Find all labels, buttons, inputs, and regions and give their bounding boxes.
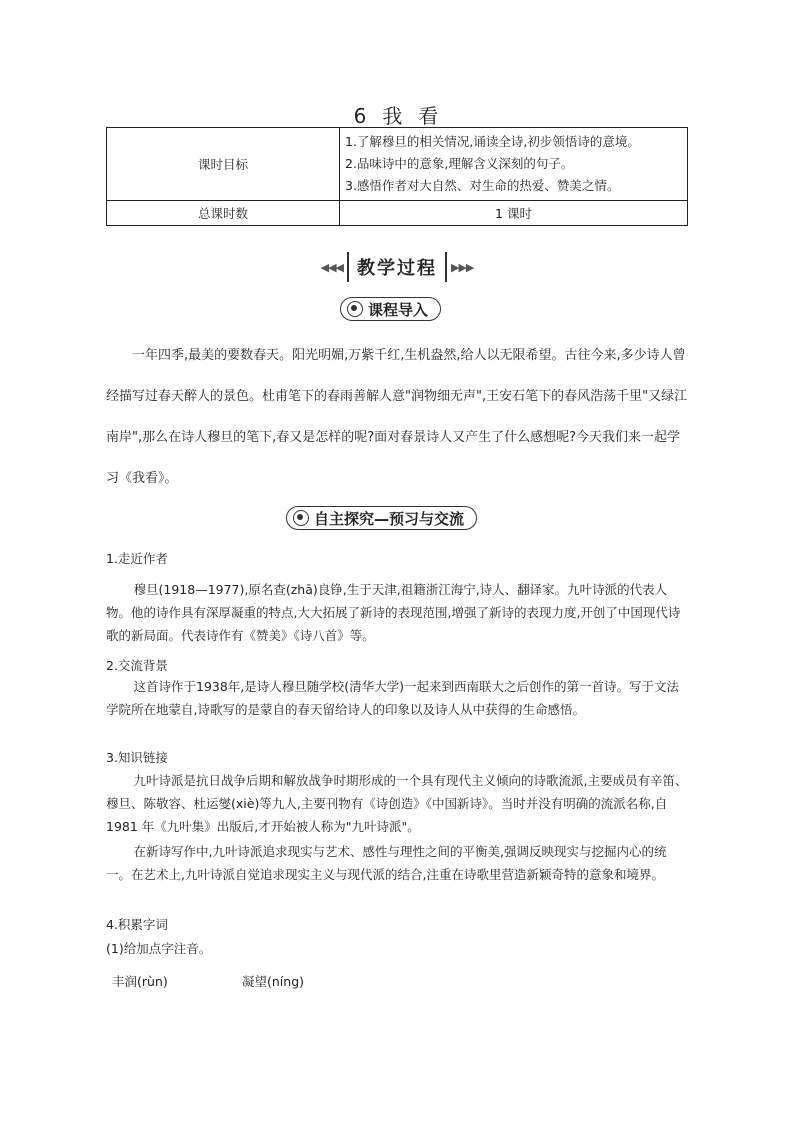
lesson-title <box>0 100 794 129</box>
objectives-table <box>106 127 688 226</box>
sub-heading: (1)给加点字注音。 <box>106 941 212 956</box>
section-title: 教学过程 <box>347 252 447 282</box>
pinyin-item: 丰润(rùn) <box>112 974 168 989</box>
badge-icon <box>347 301 363 317</box>
hours-value: 1 课时 <box>340 201 688 226</box>
section-banner <box>0 252 794 282</box>
item-heading: 4.积累字词 <box>106 917 168 932</box>
item-paragraph: 在新诗写作中,九叶诗派追求现实与艺术、感性与理性之间的平衡美,强调反映现实与挖掘内心的统一。在艺术上,九叶诗派自觉追求现实主义与现代派的结合,注重在诗歌里营造新颖奇特的意象和境界。 <box>106 844 667 882</box>
intro-paragraph: 一年四季,最美的要数春天。阳光明媚,万紫千红,生机盎然,给人以无限希望。古往今来,多少诗人曾经描写过春天醉人的景色。杜甫笔下的春雨善解人意"润物细无声",王安石笔下的春风浩荡千里"又绿江南岸",那么在诗人穆旦的笔下,春又是怎样的呢?面对春景诗人又产生了什么感想呢?今天我们来一起学习《我看》。 <box>106 348 688 486</box>
hours-row <box>107 201 688 226</box>
right-arrows-icon: ▶▶▶ <box>451 260 474 274</box>
lesson-title-char-1: 我 <box>382 104 405 128</box>
item-heading: 3.知识链接 <box>106 750 168 765</box>
badge-icon <box>293 510 309 526</box>
objectives-row <box>107 128 688 201</box>
goals-label: 课时目标 <box>107 128 340 201</box>
goal-item: 2.品味诗中的意象,理解含义深刻的句子。 <box>345 156 574 171</box>
intro-badge-label: 课程导入 <box>368 300 429 319</box>
goal-item: 3.感悟作者对大自然、对生命的热爱、赞美之情。 <box>345 178 620 193</box>
item-heading: 1.走近作者 <box>106 551 168 566</box>
goal-item: 1.了解穆旦的相关情况,诵读全诗,初步领悟诗的意境。 <box>345 134 640 149</box>
hours-label: 总课时数 <box>107 201 340 226</box>
left-arrows-icon: ◀◀◀ <box>320 260 343 274</box>
intro-badge <box>340 297 441 321</box>
explore-badge-label: 自主探究—预习与交流 <box>314 509 465 528</box>
lesson-number: 6 <box>353 104 369 128</box>
lesson-title-char-2: 看 <box>418 104 441 128</box>
item-paragraph: 九叶诗派是抗日战争后期和解放战争时期形成的一个具有现代主义倾向的诗歌流派,主要成员有辛笛、穆旦、陈敬容、杜运燮(xiè)等九人,主要刊物有《诗创造》《中国新诗》。当时并没有明确的流派名称,自 1981 年《九叶集》出版后,才开始被人称为"九叶诗派"。 <box>106 773 688 834</box>
goals-cell <box>340 128 688 201</box>
pinyin-item: 凝望(níng) <box>242 974 305 989</box>
explore-badge <box>286 506 477 530</box>
item-paragraph: 穆旦(1918—1977),原名查(zhā)良铮,生于天津,祖籍浙江海宁,诗人、翻译家。九叶诗派的代表人物。他的诗作具有深厚凝重的特点,大大拓展了新诗的表现范围,增强了新诗的表现力度,开创了中国现代诗歌的新局面。代表诗作有《赞美》《诗八首》等。 <box>106 582 681 643</box>
item-heading: 2.交流背景 <box>106 658 168 673</box>
item-paragraph: 这首诗作于1938年,是诗人穆旦随学校(清华大学)一起来到西南联大之后创作的第一首诗。写于文法学院所在地蒙自,诗歌写的是蒙自的春天留给诗人的印象以及诗人从中获得的生命感悟。 <box>106 679 680 717</box>
